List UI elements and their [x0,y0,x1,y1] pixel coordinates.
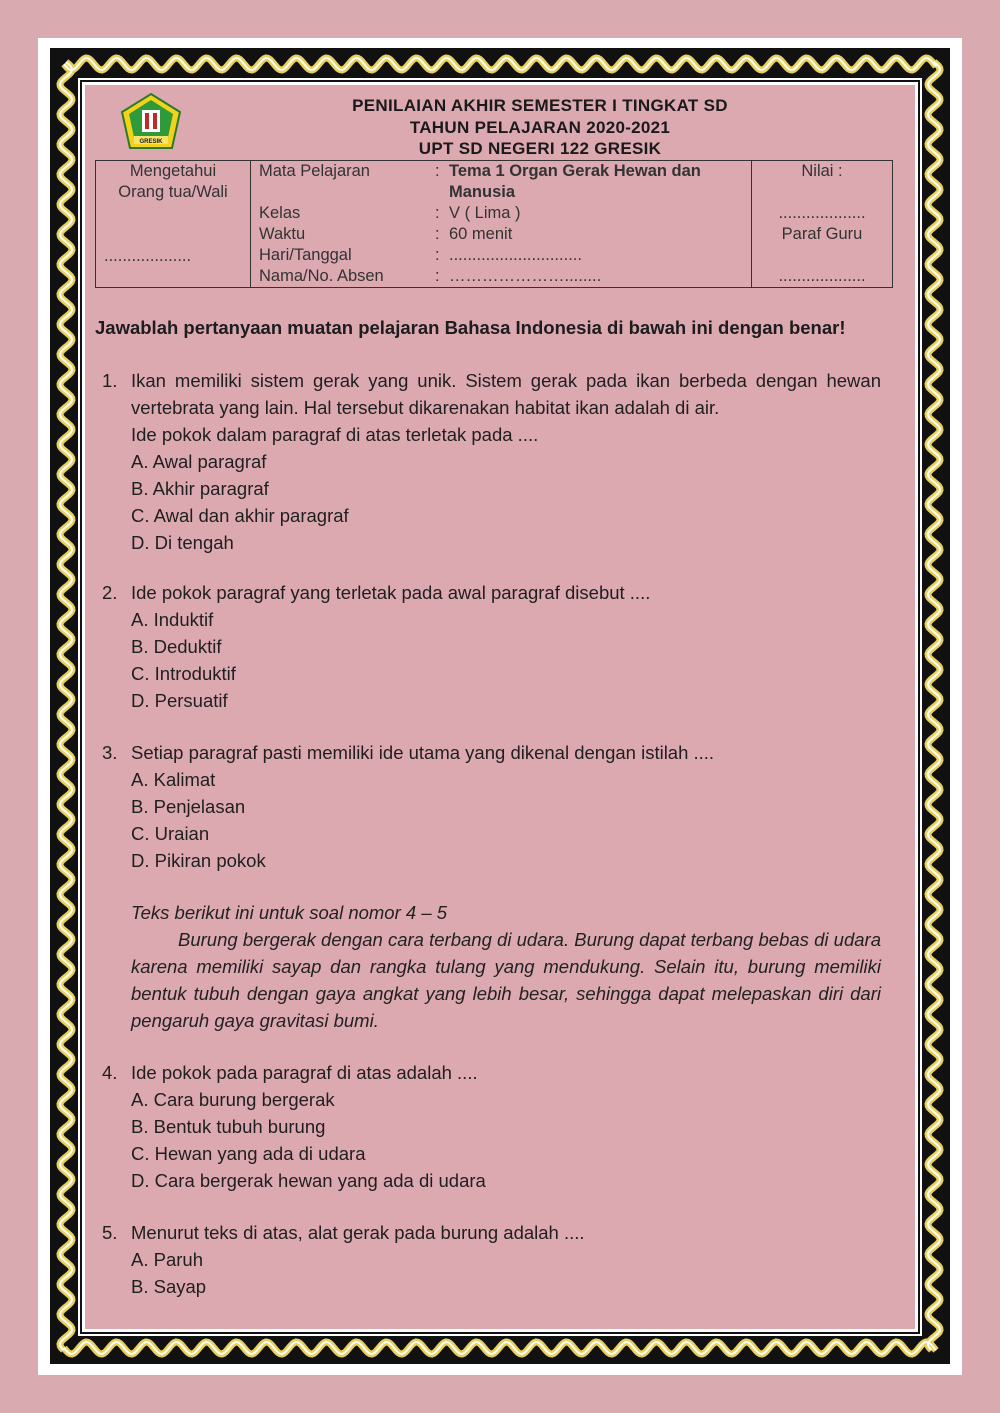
question-text-2: Ide pokok dalam paragraf di atas terletak pada .... [131,424,539,445]
instruction-text: Jawablah pertanyaan muatan pelajaran Bahasa Indonesia di bawah ini dengan benar! [95,317,846,338]
row-value: 60 menit [449,225,513,243]
school-logo [118,92,184,152]
option-b[interactable]: B. Bentuk tubuh burung [131,1116,326,1137]
option-a[interactable]: A. Awal paragraf [131,451,267,472]
option-c[interactable]: C. Uraian [131,823,210,844]
row-time [259,225,512,244]
parent-column [96,161,251,288]
row-subject-cont [259,183,515,202]
question-body [131,739,881,874]
grade-dots: ................... [778,204,866,222]
row-class [259,204,521,223]
question-text: Menurut teks di atas, alat gerak pada burung adalah .... [131,1222,585,1243]
row-label: Hari/Tanggal [259,246,352,264]
question-number: 1. [102,370,118,391]
header-title-line1: PENILAIAN AKHIR SEMESTER I TINGKAT SD [352,96,728,115]
row-label [259,183,435,202]
option-c[interactable]: C. Awal dan akhir paragraf [131,505,349,526]
teacher-sign-label: Paraf Guru [781,225,863,243]
option-a[interactable]: A. Kalimat [131,769,216,790]
row-label: Nama/No. Absen [259,267,384,285]
row-sep: : [435,162,440,180]
question-text: Ide pokok pada paragraf di atas adalah .... [131,1062,478,1083]
row-value: ............................. [449,246,582,264]
option-a[interactable]: A. Paruh [131,1249,203,1270]
row-label: Kelas [259,204,301,222]
question-text: Ide pokok paragraf yang terletak pada awal paragraf disebut .... [131,582,651,603]
row-name [259,267,601,286]
row-value: Tema 1 Organ Gerak Hewan dan [449,162,701,180]
option-a[interactable]: A. Cara burung bergerak [131,1089,335,1110]
option-c[interactable]: C. Hewan yang ada di udara [131,1143,366,1164]
passage-heading: Teks berikut ini untuk soal nomor 4 – 5 [131,902,448,923]
passage-body: Burung bergerak dengan cara terbang di udara. Burung dapat terbang bebas di udara karena memiliki sayap dan rangka tulang yang mendukung. Selain itu, burung memiliki bentuk tubuh dengan gaya angkat yang lebih besar, sehingga dapat melepaskan diri dari pengaruh gaya gravitasi bumi. [131,929,881,1031]
subject-column [251,161,752,288]
question-number: 4. [102,1062,118,1083]
row-sep: : [435,204,440,222]
option-b[interactable]: B. Penjelasan [131,796,246,817]
question-number: 5. [102,1222,118,1243]
option-b[interactable]: B. Akhir paragraf [131,478,269,499]
option-d[interactable]: D. Persuatif [131,690,228,711]
teacher-sign-dots: ................... [778,267,866,285]
row-sep: : [435,267,440,285]
option-b[interactable]: B. Sayap [131,1276,207,1297]
option-a[interactable]: A. Induktif [131,609,214,630]
row-subject [259,162,701,181]
option-d[interactable]: D. Cara bergerak hewan yang ada di udara [131,1170,486,1191]
question-body [131,579,881,714]
question-number: 2. [102,582,118,603]
option-b[interactable]: B. Deduktif [131,636,222,657]
row-value: …………………........ [449,267,602,285]
parent-label-1: Mengetahui [129,162,217,180]
header-title-line3: UPT SD NEGERI 122 GRESIK [418,139,662,158]
question-body [131,367,881,556]
parent-label-2: Orang tua/Wali [118,183,228,201]
row-value: V ( Lima ) [449,204,521,222]
question-text: Ikan memiliki sistem gerak yang unik. Sistem gerak pada ikan berbeda dengan hewan vertebrata yang lain. Hal tersebut dikarenakan habitat ikan adalah di air. [131,370,881,418]
row-sep [435,183,449,202]
student-info-table [95,160,893,288]
grade-column [752,161,893,288]
grade-label: Nilai : [801,162,843,180]
question-body [131,1059,881,1194]
question-text: Setiap paragraf pasti memiliki ide utama yang dikenal dengan istilah .... [131,742,715,763]
option-d[interactable]: D. Pikiran pokok [131,850,266,871]
question-body [131,1219,881,1300]
row-sep: : [435,225,440,243]
row-sep: : [435,246,440,264]
option-c[interactable]: C. Introduktif [131,663,236,684]
logo-text: GRESIK [139,139,163,145]
option-d[interactable]: D. Di tengah [131,532,234,553]
row-date [259,246,582,265]
header-title-line2: TAHUN PELAJARAN 2020-2021 [409,118,671,137]
question-number: 3. [102,742,118,763]
row-label: Mata Pelajaran [259,162,370,180]
parent-signature-dots: ................... [104,247,192,265]
row-value: Manusia [449,183,516,201]
row-label: Waktu [259,225,306,243]
